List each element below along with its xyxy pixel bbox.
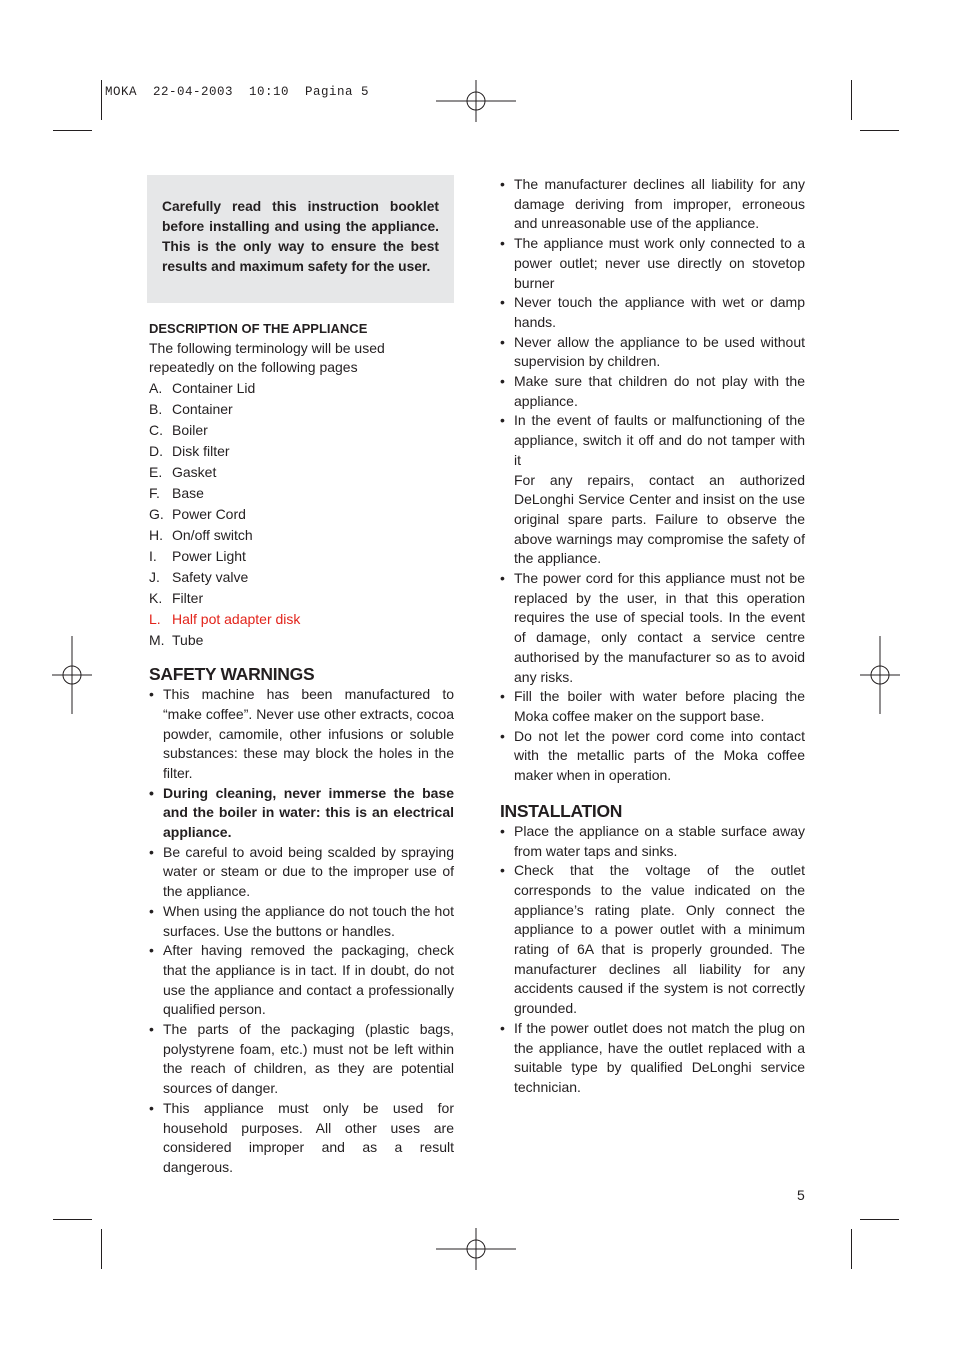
list-item: • In the event of faults or malfunctioning of the appliance, switch it off and do not tamper with it For any repairs, contact an authorized DeLonghi Service Center and insist on the use original spare parts. Failure to observe the above warnings may compromise the safety of the appliance.: [500, 411, 805, 569]
list-item: J. Safety valve: [149, 569, 249, 586]
list-item: C. Boiler: [149, 422, 208, 439]
list-item: • This appliance must only be used for household purposes. All other uses are considered improper and as a result dangerous.: [149, 1099, 454, 1178]
crop-mark-bl-h: [53, 1219, 92, 1220]
crop-mark-tl-h: [53, 130, 92, 131]
safety-list: [149, 685, 454, 1178]
repairs-note: For any repairs, contact an authorized DeLonghi Service Center and insist on the use original spare parts. Failure to observe the above warnings may compromise the safety of the appliance.: [514, 471, 805, 567]
installation-list: [500, 822, 805, 1098]
list-item: K. Filter: [149, 590, 204, 607]
list-item: • Never allow the appliance to be used without supervision by children.: [500, 333, 805, 372]
list-item: • The appliance must work only connected to a power outlet; never use directly on stovetop burner: [500, 234, 805, 293]
crop-mark-tl-v: [101, 80, 102, 120]
list-item: E. Gasket: [149, 464, 217, 481]
list-item: • When using the appliance do not touch the hot surfaces. Use the buttons or handles.: [149, 902, 454, 941]
list-item: • The power cord for this appliance must not be replaced by the user, in that this operation requires the use of special tools. In the event of damage, only contact a service centre authorised by the manufacturer so as to avoid any risks.: [500, 569, 805, 687]
list-item: • The parts of the packaging (plastic bags, polystyrene foam, etc.) must not be left within the reach of children, as they are potential sources of danger.: [149, 1020, 454, 1099]
parts-list: [149, 378, 454, 651]
list-item: A. Container Lid: [149, 380, 256, 397]
list-item: • Fill the boiler with water before placing the Moka coffee maker on the support base.: [500, 687, 805, 726]
list-item: • Be careful to avoid being scalded by spraying water or steam or due to the improper use of the appliance.: [149, 843, 454, 902]
list-item: • Check that the voltage of the outlet corresponds to the value indicated on the appliance’s rating plate. Only connect the appliance to a power outlet with a minimum rating of 6A that is properly grounded. The manufacturer declines all liability for any accidents caused if the system is not correctly grounded.: [500, 861, 805, 1019]
read-instructions-note: Carefully read this instruction booklet before installing and using the appliance. This is the only way to ensure the best results and maximum safety for the user.: [147, 175, 454, 303]
registration-mark-bottom: [436, 1228, 516, 1270]
list-item: I. Power Light: [149, 548, 246, 565]
right-column: [500, 175, 805, 1098]
crop-mark-bl-v: [101, 1229, 102, 1269]
page-number: 5: [797, 1187, 805, 1203]
installation-heading: INSTALLATION: [500, 800, 623, 821]
crop-mark-br-v: [851, 1229, 852, 1269]
list-item: F. Base: [149, 485, 204, 502]
list-item: B. Container: [149, 401, 233, 418]
list-item: • The manufacturer declines all liability for any damage deriving from improper, erroneous and unreasonable use of the appliance.: [500, 175, 805, 234]
list-item: • If the power outlet does not match the plug on the appliance, have the outlet replaced with a suitable type by qualified DeLonghi service technician.: [500, 1019, 805, 1098]
list-item: • After having removed the packaging, check that the appliance is in tact. If in doubt, do not use the appliance and contact a professionally qualified person.: [149, 941, 454, 1020]
list-item: • This machine has been manufactured to “make coffee”. Never use other extracts, cocoa powder, camomile, other infusions or soluble substances: these may block the holes in the filter.: [149, 685, 454, 784]
registration-mark-right: [860, 636, 900, 714]
crop-mark-tr-h: [860, 130, 899, 131]
description-heading: DESCRIPTION OF THE APPLIANCE: [149, 321, 368, 336]
registration-mark-top: [436, 80, 516, 122]
list-item: H. On/off switch: [149, 527, 253, 544]
print-slug: MOKA 22-04-2003 10:10 Pagina 5: [105, 85, 370, 99]
crop-mark-tr-v: [851, 80, 852, 120]
list-item: • Do not let the power cord come into contact with the metallic parts of the Moka coffee maker when in operation.: [500, 727, 805, 786]
crop-mark-br-h: [860, 1219, 899, 1220]
left-column: [149, 175, 454, 1178]
list-item: M. Tube: [149, 632, 204, 649]
list-item: • Place the appliance on a stable surface away from water taps and sinks.: [500, 822, 805, 861]
list-item: • Make sure that children do not play with the appliance.: [500, 372, 805, 411]
safety-heading: SAFETY WARNINGS: [149, 664, 315, 685]
list-item-highlighted: L. Half pot adapter disk: [149, 611, 301, 628]
safety-list-continued: [500, 175, 805, 786]
list-item: D. Disk filter: [149, 443, 230, 460]
registration-mark-left: [52, 636, 92, 714]
description-intro: The following terminology will be used repeatedly on the following pages: [149, 339, 385, 376]
list-item-bold: • During cleaning, never immerse the base and the boiler in water: this is an electrical appliance.: [149, 784, 454, 843]
list-item: G. Power Cord: [149, 506, 246, 523]
list-item: • Never touch the appliance with wet or damp hands.: [500, 293, 805, 332]
